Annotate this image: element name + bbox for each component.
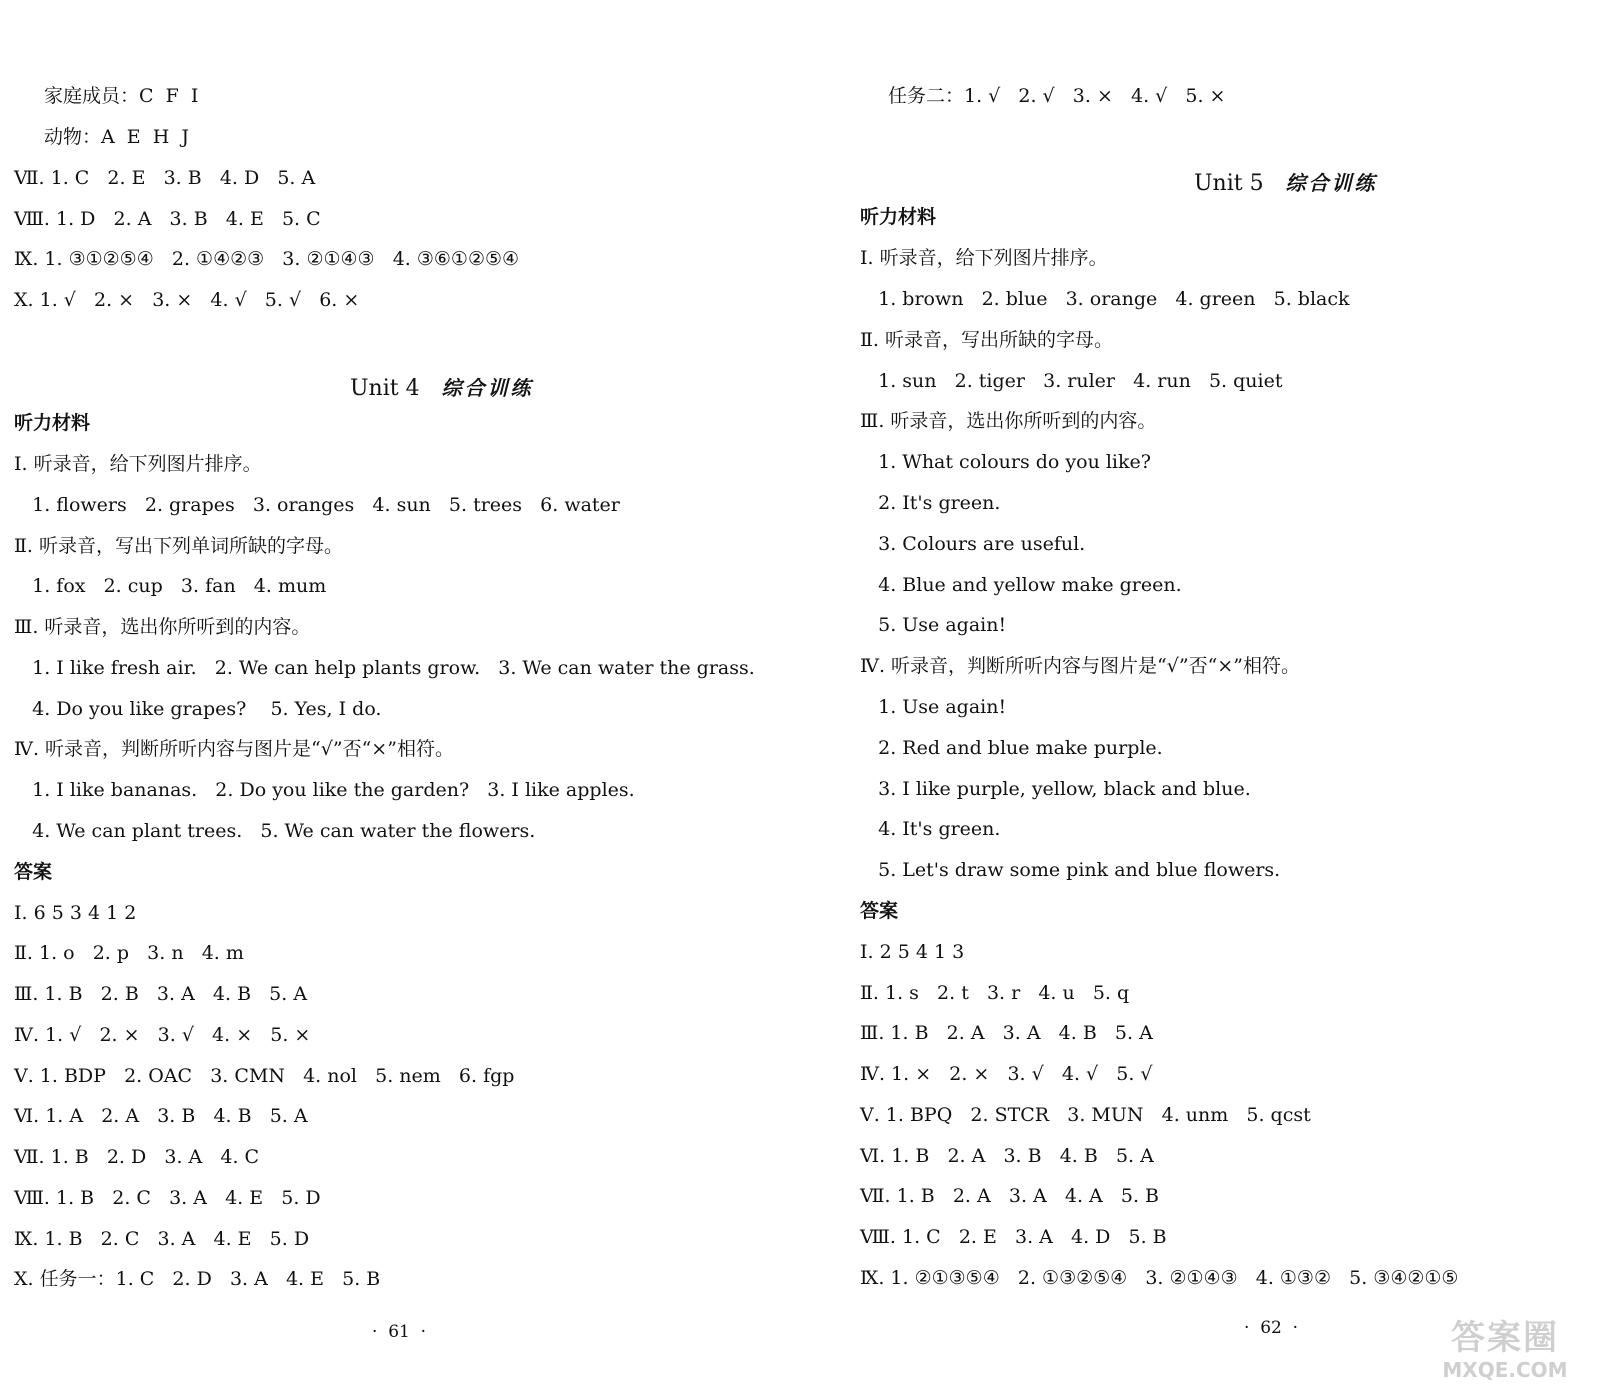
answer-line: Ⅸ. 1. ②①③⑤④ 2. ①③②⑤④ 3. ②①④③ 4. ①③② 5. ③④②①⑤ (860, 1267, 1459, 1289)
watermark-logo (1420, 1318, 1590, 1392)
answer-line: Ⅴ. 1. BDP 2. OAC 3. CMN 4. nol 5. nem 6. fgp (14, 1065, 515, 1087)
watermark-text: 答案圈 (1451, 1318, 1559, 1358)
question-line: 2. Red and blue make purple. (860, 737, 1163, 759)
page-number: · 61 · (372, 1322, 427, 1342)
question-line: 1. sun 2. tiger 3. ruler 4. run 5. quiet (860, 370, 1283, 392)
answer-line: Ⅸ. 1. ③①②⑤④ 2. ①④②③ 3. ②①④③ 4. ③⑥①②⑤④ (14, 248, 520, 270)
question-line: 2. It's green. (860, 492, 1001, 514)
answer-line: 动物：A E H J (44, 126, 190, 148)
unit-title-text: Unit 5 (1193, 171, 1264, 196)
answer-line: Ⅱ. 1. o 2. p 3. n 4. m (14, 942, 244, 964)
answer-line: Ⅹ. 1. √ 2. × 3. × 4. √ 5. √ 6. × (14, 289, 360, 311)
answer-line: Ⅶ. 1. B 2. D 3. A 4. C (14, 1146, 260, 1168)
unit-subtitle: 综合训练 (441, 376, 534, 400)
answer-line: Ⅲ. 1. B 2. B 3. A 4. B 5. A (14, 983, 308, 1005)
question-line: 1. brown 2. blue 3. orange 4. green 5. black (860, 288, 1350, 310)
question-line: 5. Let's draw some pink and blue flowers. (860, 859, 1281, 881)
answer-line: Ⅷ. 1. D 2. A 3. B 4. E 5. C (14, 208, 321, 230)
question-line: 1. I like bananas. 2. Do you like the garden? 3. I like apples. (14, 779, 635, 801)
question-line: 3. Colours are useful. (860, 533, 1086, 555)
question-line: 1. What colours do you like? (860, 451, 1151, 473)
answer-line: Ⅳ. 1. √ 2. × 3. √ 4. × 5. × (14, 1024, 311, 1046)
section-heading: 听力材料 (860, 206, 937, 228)
unit-subtitle: 综合训练 (1285, 171, 1378, 195)
question-line: Ⅲ. 听录音，选出你所听到的内容。 (14, 616, 311, 638)
unit-title (1166, 142, 1378, 221)
answer-line: Ⅳ. 1. × 2. × 3. √ 4. √ 5. √ (860, 1063, 1153, 1085)
answer-line: Ⅹ. 任务一：1. C 2. D 3. A 4. E 5. B (14, 1268, 381, 1290)
question-line: 1. flowers 2. grapes 3. oranges 4. sun 5. trees 6. water (14, 494, 620, 516)
question-line: Ⅰ. 听录音，给下列图片排序。 (860, 247, 1108, 269)
question-line: 4. Blue and yellow make green. (860, 574, 1182, 596)
answer-line: Ⅷ. 1. B 2. C 3. A 4. E 5. D (14, 1187, 321, 1209)
answer-line: Ⅶ. 1. B 2. A 3. A 4. A 5. B (860, 1185, 1159, 1207)
question-line: Ⅱ. 听录音，写出所缺的字母。 (860, 329, 1113, 351)
question-line: 4. Do you like grapes? 5. Yes, I do. (14, 698, 382, 720)
section-heading: 答案 (860, 900, 899, 922)
answer-line: Ⅰ. 2 5 4 1 3 (860, 941, 965, 963)
unit-title (322, 347, 534, 426)
answer-line: Ⅴ. 1. BPQ 2. STCR 3. MUN 4. unm 5. qcst (860, 1104, 1311, 1126)
question-line: Ⅰ. 听录音，给下列图片排序。 (14, 453, 262, 475)
answer-line: Ⅰ. 6 5 3 4 1 2 (14, 902, 137, 924)
answer-line: Ⅱ. 1. s 2. t 3. r 4. u 5. q (860, 982, 1130, 1004)
answer-line: Ⅲ. 1. B 2. A 3. A 4. B 5. A (860, 1022, 1153, 1044)
section-heading: 听力材料 (14, 412, 91, 434)
answer-line: Ⅸ. 1. B 2. C 3. A 4. E 5. D (14, 1228, 310, 1250)
question-line: Ⅲ. 听录音，选出你所听到的内容。 (860, 410, 1157, 432)
question-line: Ⅱ. 听录音，写出下列单词所缺的字母。 (14, 535, 343, 557)
answer-line: Ⅶ. 1. C 2. E 3. B 4. D 5. A (14, 167, 316, 189)
answer-line: 任务二：1. √ 2. √ 3. × 4. √ 5. × (888, 85, 1226, 107)
question-line: Ⅳ. 听录音，判断所听内容与图片是“√”否“×”相符。 (860, 655, 1300, 677)
section-heading: 答案 (14, 861, 53, 883)
question-line: 3. I like purple, yellow, black and blue. (860, 778, 1251, 800)
answer-line: Ⅵ. 1. B 2. A 3. B 4. B 5. A (860, 1145, 1154, 1167)
answer-line: 家庭成员：C F I (44, 85, 199, 107)
question-line: 1. fox 2. cup 3. fan 4. mum (14, 575, 327, 597)
answer-line: Ⅵ. 1. A 2. A 3. B 4. B 5. A (14, 1105, 308, 1127)
page-number: · 62 · (1244, 1318, 1299, 1338)
watermark-url: MXQE.COM (1442, 1358, 1568, 1382)
question-line: 1. Use again! (860, 696, 1007, 718)
question-line: 1. I like fresh air. 2. We can help plants grow. 3. We can water the grass. (14, 657, 755, 679)
question-line: 5. Use again! (860, 614, 1007, 636)
answer-line: Ⅷ. 1. C 2. E 3. A 4. D 5. B (860, 1226, 1167, 1248)
question-line: Ⅳ. 听录音，判断所听内容与图片是“√”否“×”相符。 (14, 738, 454, 760)
unit-title-text: Unit 4 (349, 376, 420, 401)
question-line: 4. It's green. (860, 818, 1001, 840)
question-line: 4. We can plant trees. 5. We can water the flowers. (14, 820, 536, 842)
